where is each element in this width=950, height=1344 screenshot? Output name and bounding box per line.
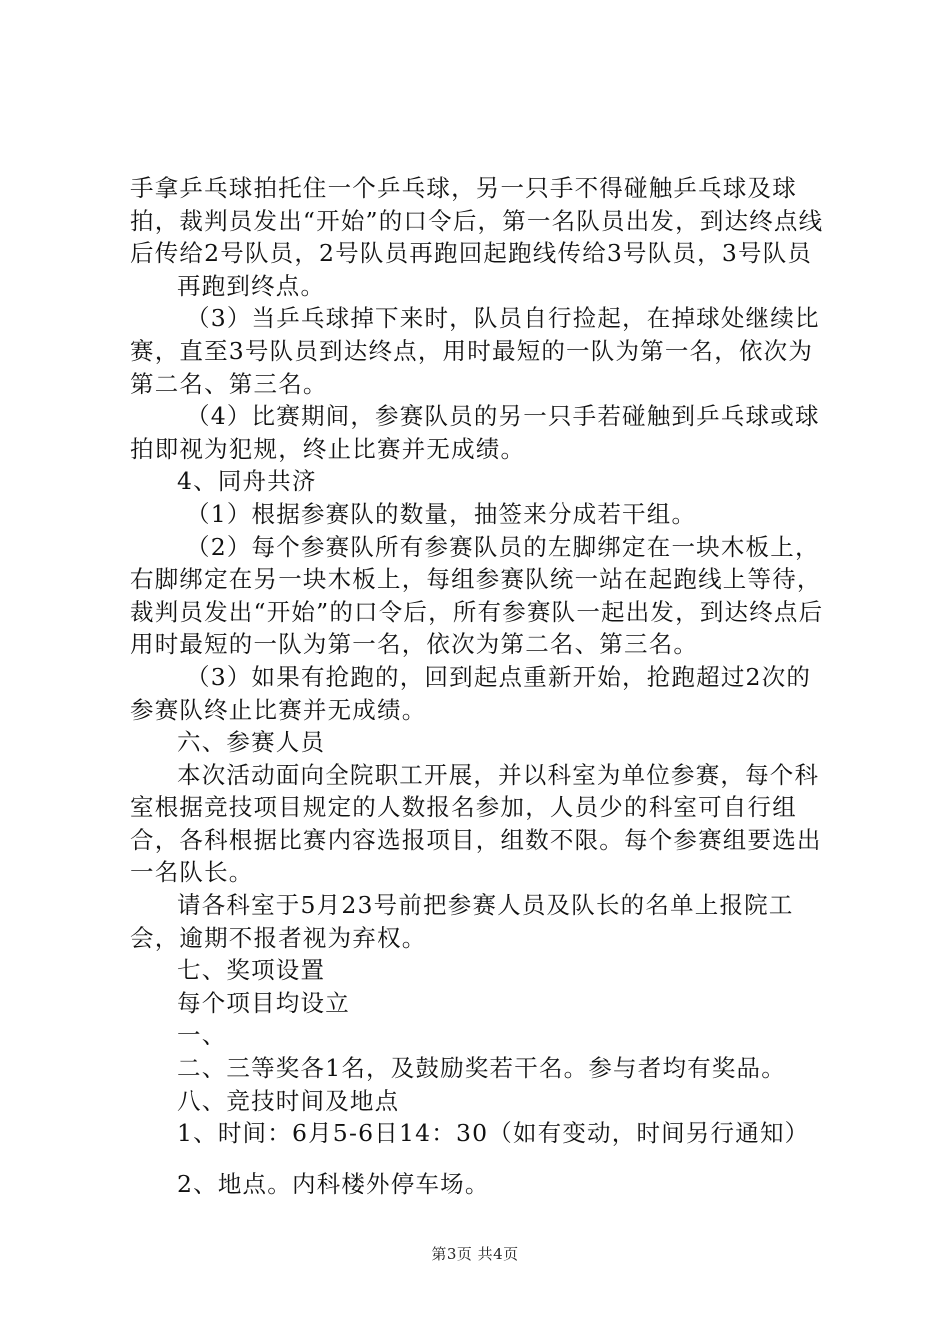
document-body [130, 172, 830, 1200]
paragraph-rule-3-false-start: （3）如果有抢跑的，回到起点重新开始，抢跑超过2次的参赛队终止比赛并无成绩。 [130, 662, 812, 724]
heading-awards: 七、奖项设置 [177, 956, 326, 985]
paragraph-relay-rules: 手拿乒乓球拍托住一个乒乓球，另一只手不得碰触乒乓球及球拍，裁判员发出“开始”的口令后，第一名队员出发，到达终点线后传给2号队员，2号队员再跑回起跑线传给3号队员，3号队员 [130, 174, 824, 268]
paragraph-run-to-finish: 再跑到终点。 [177, 271, 326, 300]
paragraph-rule-3-dropped-ball: （3）当乒乓球掉下来时，队员自行捡起，在掉球处继续比赛，直至3号队员到达终点，用时最短的一队为第一名，依次为第二名、第三名。 [130, 304, 820, 398]
paragraph-awards-first: 一、 [177, 1021, 227, 1050]
page-number-footer: 第3页 共4页 [431, 1245, 519, 1263]
paragraph-awards-intro: 每个项目均设立 [177, 988, 350, 1017]
paragraph-place: 2、地点。内科楼外停车场。 [177, 1169, 490, 1198]
paragraph-participants-detail: 本次活动面向全院职工开展，并以科室为单位参赛，每个科室根据竞技项目规定的人数报名参加，人员少的科室可自行组合，各科根据比赛内容选报项目，组数不限。每个参赛组要选出一名队长。 [130, 760, 822, 887]
paragraph-awards-second-third: 二、三等奖各1名，及鼓励奖若干名。参与者均有奖品。 [177, 1054, 786, 1083]
paragraph-registration-deadline: 请各科室于5月23号前把参赛人员及队长的名单上报院工会，逾期不报者视为弃权。 [130, 891, 794, 952]
heading-time-place: 八、竞技时间及地点 [177, 1086, 400, 1115]
paragraph-rule-2-boards: （2）每个参赛队所有参赛队员的左脚绑定在一块木板上，右脚绑定在另一块木板上，每组参赛队统一站在起跑线上等待，裁判员发出“开始”的口令后，所有参赛队一起出发，到达终点后用时最短的一队为第一名，依次为第二名、第三名。 [130, 532, 824, 659]
paragraph-rule-1-groups: （1）根据参赛队的数量，抽签来分成若干组。 [186, 499, 697, 528]
heading-participants: 六、参赛人员 [177, 728, 326, 757]
paragraph-time: 1、时间：6月5-6日14：30（如有变动，时间另行通知） [177, 1119, 810, 1148]
heading-tongzhou-gongji: 4、同舟共济 [177, 467, 317, 496]
paragraph-rule-4-foul: （4）比赛期间，参赛队员的另一只手若碰触到乒乓球或球拍即视为犯规，终止比赛并无成绩。 [130, 402, 820, 463]
